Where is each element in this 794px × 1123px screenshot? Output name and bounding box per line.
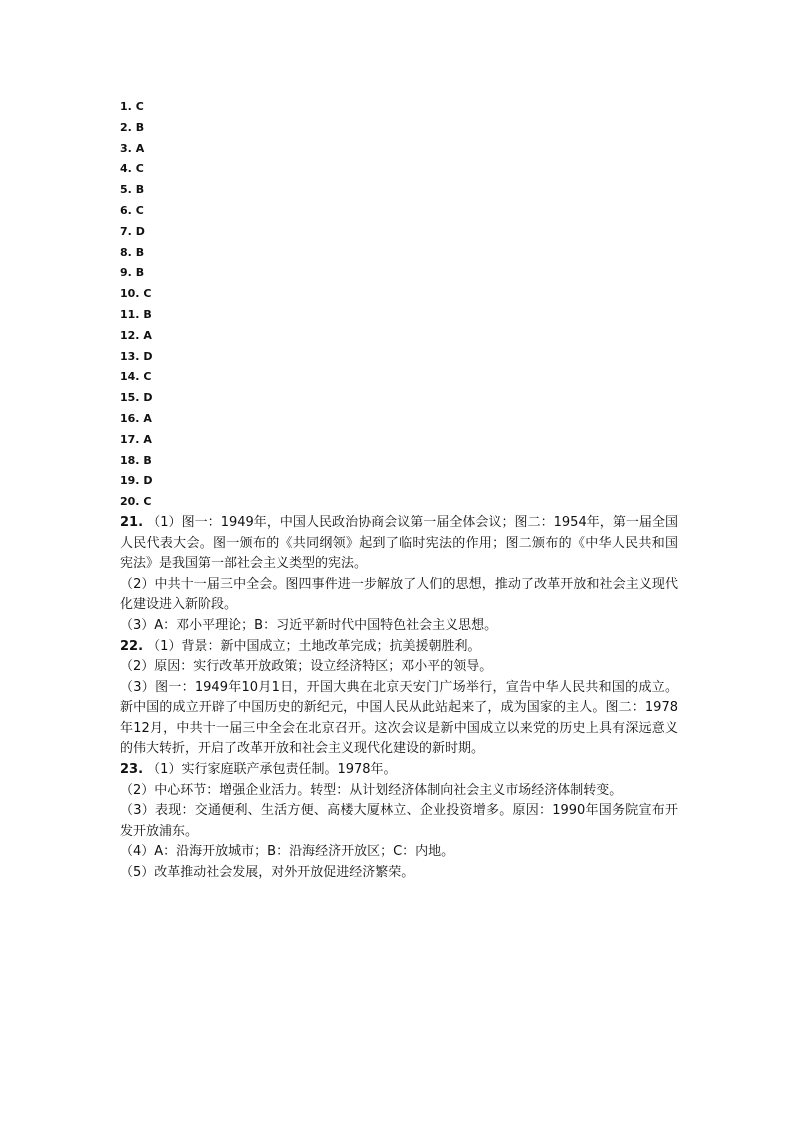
- answer-number: 6.: [120, 203, 132, 217]
- q21-part-3: （3）A：邓小平理论；B：习近平新时代中国特色社会主义思想。: [120, 617, 498, 633]
- q22-part-2: （2）原因：实行改革开放政策；设立经济特区；邓小平的领导。: [120, 659, 493, 675]
- answer-line: [120, 451, 678, 472]
- answer-number: 3.: [120, 141, 132, 155]
- answer-number: 4.: [120, 162, 132, 176]
- answer-line: [120, 326, 678, 347]
- q23-number: 23.: [120, 762, 144, 778]
- q21-part-2: （2）中共十一届三中全会。图四事件进一步解放了人们的思想，推动了改革开放和社会主义现代化建设进入新阶段。: [120, 576, 678, 613]
- q21-part-1: 21. （1）图一：1949年，中国人民政治协商会议第一届全体会议；图二：1954年，第一届全国人民代表大会。图一颁布的《共同纲领》起到了临时宪法的作用；图二颁布的《中华人民共和国宪法》是我国第一部社会主义类型的宪法。: [120, 514, 678, 572]
- answer-line: [120, 430, 678, 451]
- answer-line: [120, 222, 678, 243]
- answer-choice: A: [143, 328, 152, 342]
- answer-choice: D: [143, 474, 153, 488]
- question-21: [120, 513, 678, 637]
- answer-number: 1.: [120, 100, 132, 113]
- answer-line: [120, 243, 678, 264]
- answer-number: 11.: [120, 307, 140, 321]
- answer-choice: B: [143, 307, 152, 321]
- answer-number: 5.: [120, 183, 132, 197]
- q23-part-3: （3）表现：交通便利、生活方便、高楼大厦林立、企业投资增多。原因：1990年国务院宣布开发开放浦东。: [120, 803, 678, 839]
- answer-number: 18.: [120, 453, 140, 467]
- answer-number: 8.: [120, 245, 132, 259]
- answer-number: 12.: [120, 328, 140, 342]
- answer-choice: D: [143, 349, 153, 363]
- question-22: [120, 637, 678, 761]
- answer-choice: C: [143, 370, 152, 384]
- answer-number: 15.: [120, 391, 140, 405]
- answer-number: 2.: [120, 120, 132, 134]
- question-23: [120, 760, 678, 884]
- multiple-choice-answers: [120, 97, 678, 513]
- answer-choice: C: [143, 495, 152, 509]
- answer-choice: C: [135, 162, 144, 176]
- answer-line: [120, 180, 678, 201]
- answer-choice: C: [143, 287, 152, 301]
- answer-choice: A: [135, 141, 145, 155]
- answer-line: [120, 159, 678, 180]
- answer-choice: B: [135, 120, 145, 134]
- answer-choice: B: [135, 183, 145, 197]
- q22-part-3: （3）图一：1949年10月1日，开国大典在北京天安门广场举行，宣告中华人民共和国的成立。新中国的成立开辟了中国历史的新纪元，中国人民从此站起来了，成为国家的主人。图二：1978年12月，中共十一届三中全会在北京召开。这次会议是新中国成立以来党的历史上具有深远意义的伟大转折，开启了改革开放和社会主义现代化建设的新时期。: [120, 679, 678, 757]
- answer-line: [120, 347, 678, 368]
- answer-choice: B: [135, 266, 145, 280]
- answer-line: [120, 305, 678, 326]
- q21-number: 21.: [120, 514, 144, 530]
- answer-number: 16.: [120, 411, 140, 425]
- answer-number: 19.: [120, 474, 140, 488]
- answer-number: 20.: [120, 495, 140, 509]
- answer-number: 10.: [120, 287, 140, 301]
- answer-line: [120, 139, 678, 160]
- answer-line: [120, 471, 678, 492]
- q22-part-1: 22. （1）背景：新中国成立；土地改革完成；抗美援朝胜利。: [120, 638, 481, 654]
- answer-number: 7.: [120, 224, 132, 238]
- answer-choice: B: [135, 245, 145, 259]
- answer-number: 13.: [120, 349, 140, 363]
- answer-choice: C: [135, 203, 144, 217]
- answer-number: 9.: [120, 266, 132, 280]
- answer-choice: A: [143, 432, 152, 446]
- answer-number: 14.: [120, 370, 140, 384]
- answer-line: [120, 388, 678, 409]
- answer-line: [120, 118, 678, 139]
- answer-line: [120, 263, 678, 284]
- answer-line: [120, 284, 678, 305]
- q22-number: 22.: [120, 638, 144, 654]
- answer-line: [120, 409, 678, 430]
- answer-choice: D: [143, 391, 153, 405]
- answer-key-page: [120, 97, 678, 884]
- q23-part-5: （5）改革推动社会发展，对外开放促进经济繁荣。: [120, 865, 415, 881]
- answer-choice: A: [143, 411, 152, 425]
- q23-part-4: （4）A：沿海开放城市；B：沿海经济开放区；C：内地。: [120, 844, 455, 860]
- answer-choice: C: [135, 100, 144, 113]
- q23-part-1: 23. （1）实行家庭联产承包责任制。1978年。: [120, 762, 397, 778]
- answer-line: [120, 97, 678, 118]
- answer-choice: B: [143, 453, 152, 467]
- answer-choice: D: [135, 224, 145, 238]
- answer-line: [120, 367, 678, 388]
- answer-line: [120, 492, 678, 513]
- answer-number: 17.: [120, 432, 140, 446]
- answer-line: [120, 201, 678, 222]
- q23-part-2: （2）中心环节：增强企业活力。转型：从计划经济体制向社会主义市场经济体制转变。: [120, 782, 623, 798]
